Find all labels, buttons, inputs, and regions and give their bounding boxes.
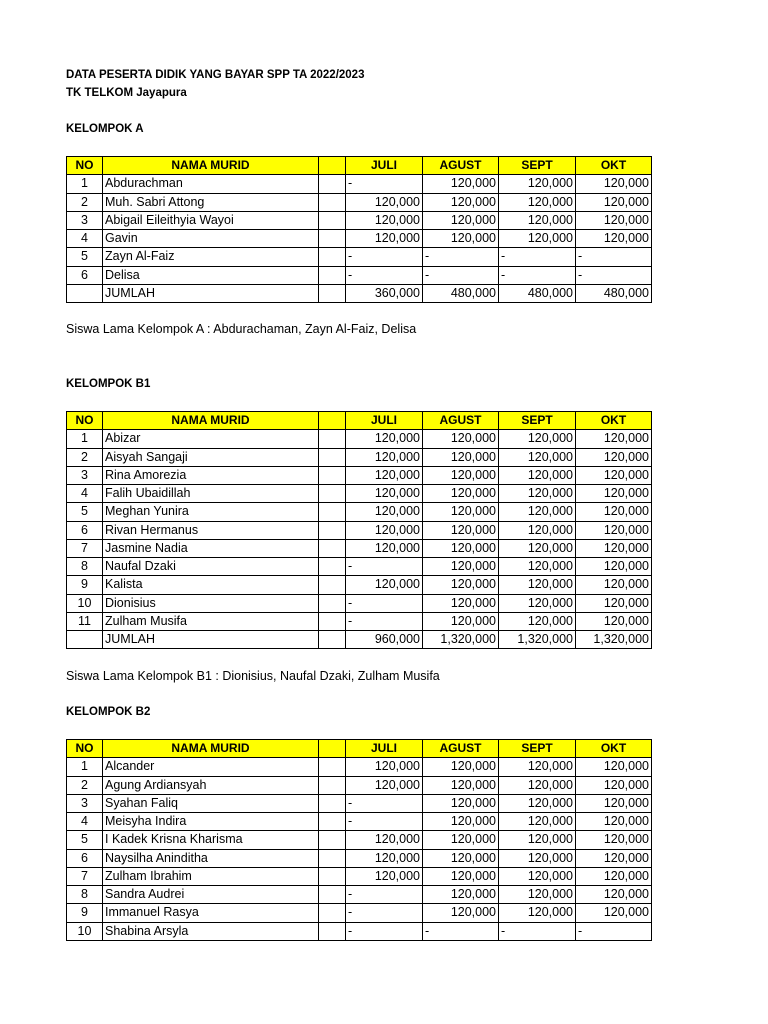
cell-blank bbox=[319, 594, 346, 612]
cell-agust: 120,000 bbox=[423, 794, 499, 812]
cell-okt: 120,000 bbox=[576, 230, 652, 248]
table-row bbox=[67, 503, 652, 521]
table-row bbox=[67, 266, 652, 284]
cell-agust: 120,000 bbox=[423, 466, 499, 484]
cell-juli: 120,000 bbox=[346, 867, 423, 885]
cell-sept: 120,000 bbox=[499, 813, 576, 831]
cell-sept: 120,000 bbox=[499, 576, 576, 594]
table-row bbox=[67, 539, 652, 557]
total-okt: 1,320,000 bbox=[576, 631, 652, 649]
cell-sept: 120,000 bbox=[499, 612, 576, 630]
cell-okt: 120,000 bbox=[576, 904, 652, 922]
cell-okt: - bbox=[576, 922, 652, 940]
cell-no: 1 bbox=[67, 175, 103, 193]
cell-okt: 120,000 bbox=[576, 466, 652, 484]
cell-sept: 120,000 bbox=[499, 886, 576, 904]
cell-name: Falih Ubaidillah bbox=[103, 485, 319, 503]
cell-no: 2 bbox=[67, 448, 103, 466]
cell-blank bbox=[319, 521, 346, 539]
payment-table-b1 bbox=[66, 411, 652, 649]
cell-agust: 120,000 bbox=[423, 193, 499, 211]
header-agust: AGUST bbox=[423, 412, 499, 430]
header-no: NO bbox=[67, 412, 103, 430]
cell-blank bbox=[319, 849, 346, 867]
cell-no: 8 bbox=[67, 886, 103, 904]
cell-blank bbox=[319, 248, 346, 266]
cell-agust: 120,000 bbox=[423, 558, 499, 576]
cell-blank bbox=[319, 430, 346, 448]
cell-agust: 120,000 bbox=[423, 430, 499, 448]
cell-name: Alcander bbox=[103, 758, 319, 776]
cell-no: 7 bbox=[67, 539, 103, 557]
cell-juli: - bbox=[346, 594, 423, 612]
cell-okt: 120,000 bbox=[576, 448, 652, 466]
cell-agust: - bbox=[423, 922, 499, 940]
header-name: NAMA MURID bbox=[103, 740, 319, 758]
cell-no: 1 bbox=[67, 430, 103, 448]
cell-agust: - bbox=[423, 248, 499, 266]
cell-sept: - bbox=[499, 922, 576, 940]
table-row bbox=[67, 193, 652, 211]
cell-juli: 120,000 bbox=[346, 576, 423, 594]
cell-agust: 120,000 bbox=[423, 867, 499, 885]
cell-sept: 120,000 bbox=[499, 539, 576, 557]
header-juli: JULI bbox=[346, 412, 423, 430]
cell-sept: 120,000 bbox=[499, 503, 576, 521]
table-row bbox=[67, 849, 652, 867]
header-name: NAMA MURID bbox=[103, 412, 319, 430]
cell-juli: 120,000 bbox=[346, 503, 423, 521]
cell-blank bbox=[319, 794, 346, 812]
header-name: NAMA MURID bbox=[103, 157, 319, 175]
school-name: TK TELKOM Jayapura bbox=[66, 87, 187, 99]
total-okt: 480,000 bbox=[576, 284, 652, 302]
cell-blank bbox=[319, 539, 346, 557]
cell-no: 9 bbox=[67, 576, 103, 594]
table-row bbox=[67, 558, 652, 576]
cell-blank bbox=[319, 758, 346, 776]
total-label: JUMLAH bbox=[103, 284, 319, 302]
cell-agust: 120,000 bbox=[423, 539, 499, 557]
cell-sept: 120,000 bbox=[499, 758, 576, 776]
header-agust: AGUST bbox=[423, 740, 499, 758]
table-row bbox=[67, 867, 652, 885]
header-row bbox=[67, 412, 652, 430]
total-juli: 960,000 bbox=[346, 631, 423, 649]
cell-no: 5 bbox=[67, 503, 103, 521]
cell-okt: 120,000 bbox=[576, 576, 652, 594]
cell-juli: 120,000 bbox=[346, 521, 423, 539]
cell-juli: 120,000 bbox=[346, 230, 423, 248]
header-juli: JULI bbox=[346, 157, 423, 175]
cell-blank bbox=[319, 266, 346, 284]
cell-sept: 120,000 bbox=[499, 558, 576, 576]
cell-juli: 120,000 bbox=[346, 831, 423, 849]
cell-sept: 120,000 bbox=[499, 485, 576, 503]
cell-okt: - bbox=[576, 248, 652, 266]
cell-sept: 120,000 bbox=[499, 211, 576, 229]
cell-no: 6 bbox=[67, 521, 103, 539]
cell-no bbox=[67, 631, 103, 649]
cell-okt: 120,000 bbox=[576, 485, 652, 503]
cell-agust: 120,000 bbox=[423, 758, 499, 776]
cell-blank bbox=[319, 631, 346, 649]
cell-okt: 120,000 bbox=[576, 612, 652, 630]
cell-no: 6 bbox=[67, 849, 103, 867]
table-row bbox=[67, 430, 652, 448]
cell-juli: 120,000 bbox=[346, 193, 423, 211]
group-heading-a: KELOMPOK A bbox=[66, 123, 144, 135]
cell-name: Abizar bbox=[103, 430, 319, 448]
header-sept: SEPT bbox=[499, 157, 576, 175]
table-row bbox=[67, 776, 652, 794]
table-row bbox=[67, 248, 652, 266]
total-row bbox=[67, 631, 652, 649]
group-heading-b2: KELOMPOK B2 bbox=[66, 706, 151, 718]
cell-sept: 120,000 bbox=[499, 594, 576, 612]
cell-blank bbox=[319, 211, 346, 229]
cell-name: I Kadek Krisna Kharisma bbox=[103, 831, 319, 849]
cell-blank bbox=[319, 503, 346, 521]
total-sept: 1,320,000 bbox=[499, 631, 576, 649]
cell-no: 10 bbox=[67, 922, 103, 940]
table-row bbox=[67, 576, 652, 594]
cell-juli: 120,000 bbox=[346, 758, 423, 776]
cell-name: Naysilha Aninditha bbox=[103, 849, 319, 867]
header-juli: JULI bbox=[346, 740, 423, 758]
cell-agust: 120,000 bbox=[423, 175, 499, 193]
header-agust: AGUST bbox=[423, 157, 499, 175]
table-row bbox=[67, 211, 652, 229]
payment-table-a bbox=[66, 156, 652, 303]
cell-okt: 120,000 bbox=[576, 594, 652, 612]
cell-blank bbox=[319, 776, 346, 794]
header-no: NO bbox=[67, 157, 103, 175]
table-row bbox=[67, 594, 652, 612]
table-row bbox=[67, 904, 652, 922]
header-sept: SEPT bbox=[499, 412, 576, 430]
cell-okt: 120,000 bbox=[576, 539, 652, 557]
header-no: NO bbox=[67, 740, 103, 758]
cell-juli: - bbox=[346, 266, 423, 284]
cell-okt: 120,000 bbox=[576, 758, 652, 776]
cell-no: 2 bbox=[67, 776, 103, 794]
cell-juli: - bbox=[346, 248, 423, 266]
cell-sept: 120,000 bbox=[499, 466, 576, 484]
cell-okt: 120,000 bbox=[576, 521, 652, 539]
cell-no: 3 bbox=[67, 211, 103, 229]
cell-okt: 120,000 bbox=[576, 503, 652, 521]
cell-name: Rivan Hermanus bbox=[103, 521, 319, 539]
cell-juli: - bbox=[346, 922, 423, 940]
returning-students-note-b1: Siswa Lama Kelompok B1 : Dionisius, Naufal Dzaki, Zulham Musifa bbox=[66, 669, 440, 683]
cell-name: Dionisius bbox=[103, 594, 319, 612]
cell-name: Meisyha Indira bbox=[103, 813, 319, 831]
cell-okt: 120,000 bbox=[576, 211, 652, 229]
cell-sept: - bbox=[499, 248, 576, 266]
cell-agust: - bbox=[423, 266, 499, 284]
header-blank bbox=[319, 157, 346, 175]
header-okt: OKT bbox=[576, 740, 652, 758]
cell-name: Zulham Ibrahim bbox=[103, 867, 319, 885]
table-row bbox=[67, 521, 652, 539]
table-row bbox=[67, 813, 652, 831]
cell-agust: 120,000 bbox=[423, 904, 499, 922]
cell-name: Sandra Audrei bbox=[103, 886, 319, 904]
cell-blank bbox=[319, 230, 346, 248]
cell-agust: 120,000 bbox=[423, 485, 499, 503]
table-row bbox=[67, 831, 652, 849]
cell-blank bbox=[319, 175, 346, 193]
table-row bbox=[67, 922, 652, 940]
cell-okt: 120,000 bbox=[576, 813, 652, 831]
cell-agust: 120,000 bbox=[423, 886, 499, 904]
cell-sept: 120,000 bbox=[499, 867, 576, 885]
cell-juli: 120,000 bbox=[346, 776, 423, 794]
table-row bbox=[67, 466, 652, 484]
cell-name: Muh. Sabri Attong bbox=[103, 193, 319, 211]
cell-sept: 120,000 bbox=[499, 849, 576, 867]
cell-sept: 120,000 bbox=[499, 776, 576, 794]
cell-okt: - bbox=[576, 266, 652, 284]
table-row bbox=[67, 230, 652, 248]
total-agust: 480,000 bbox=[423, 284, 499, 302]
cell-okt: 120,000 bbox=[576, 794, 652, 812]
table-row bbox=[67, 886, 652, 904]
cell-agust: 120,000 bbox=[423, 849, 499, 867]
table-row bbox=[67, 794, 652, 812]
cell-juli: - bbox=[346, 558, 423, 576]
cell-name: Syahan Faliq bbox=[103, 794, 319, 812]
cell-blank bbox=[319, 448, 346, 466]
cell-agust: 120,000 bbox=[423, 612, 499, 630]
cell-blank bbox=[319, 904, 346, 922]
header-row bbox=[67, 740, 652, 758]
cell-juli: 120,000 bbox=[346, 849, 423, 867]
header-okt: OKT bbox=[576, 412, 652, 430]
document-title: DATA PESERTA DIDIK YANG BAYAR SPP TA 2022/2023 bbox=[66, 69, 365, 81]
cell-blank bbox=[319, 558, 346, 576]
cell-name: Meghan Yunira bbox=[103, 503, 319, 521]
cell-blank bbox=[319, 922, 346, 940]
total-agust: 1,320,000 bbox=[423, 631, 499, 649]
cell-no: 7 bbox=[67, 867, 103, 885]
cell-name: Jasmine Nadia bbox=[103, 539, 319, 557]
header-okt: OKT bbox=[576, 157, 652, 175]
cell-okt: 120,000 bbox=[576, 430, 652, 448]
cell-juli: - bbox=[346, 794, 423, 812]
cell-no: 3 bbox=[67, 466, 103, 484]
cell-juli: - bbox=[346, 904, 423, 922]
cell-blank bbox=[319, 193, 346, 211]
cell-agust: 120,000 bbox=[423, 503, 499, 521]
cell-juli: - bbox=[346, 175, 423, 193]
cell-blank bbox=[319, 284, 346, 302]
cell-agust: 120,000 bbox=[423, 448, 499, 466]
cell-blank bbox=[319, 886, 346, 904]
cell-blank bbox=[319, 466, 346, 484]
cell-blank bbox=[319, 867, 346, 885]
cell-agust: 120,000 bbox=[423, 813, 499, 831]
cell-name: Gavin bbox=[103, 230, 319, 248]
cell-juli: 120,000 bbox=[346, 539, 423, 557]
cell-blank bbox=[319, 831, 346, 849]
cell-juli: 120,000 bbox=[346, 448, 423, 466]
cell-sept: 120,000 bbox=[499, 193, 576, 211]
cell-sept: 120,000 bbox=[499, 448, 576, 466]
cell-agust: 120,000 bbox=[423, 211, 499, 229]
header-sept: SEPT bbox=[499, 740, 576, 758]
cell-sept: 120,000 bbox=[499, 794, 576, 812]
cell-no: 3 bbox=[67, 794, 103, 812]
cell-okt: 120,000 bbox=[576, 886, 652, 904]
cell-sept: 120,000 bbox=[499, 904, 576, 922]
header-row bbox=[67, 157, 652, 175]
cell-okt: 120,000 bbox=[576, 849, 652, 867]
cell-sept: 120,000 bbox=[499, 521, 576, 539]
cell-okt: 120,000 bbox=[576, 193, 652, 211]
cell-juli: - bbox=[346, 612, 423, 630]
table-row bbox=[67, 448, 652, 466]
total-sept: 480,000 bbox=[499, 284, 576, 302]
cell-agust: 120,000 bbox=[423, 230, 499, 248]
cell-name: Immanuel Rasya bbox=[103, 904, 319, 922]
cell-blank bbox=[319, 485, 346, 503]
cell-name: Delisa bbox=[103, 266, 319, 284]
cell-agust: 120,000 bbox=[423, 594, 499, 612]
table-row bbox=[67, 612, 652, 630]
cell-name: Shabina Arsyla bbox=[103, 922, 319, 940]
cell-name: Abdurachman bbox=[103, 175, 319, 193]
cell-no: 4 bbox=[67, 485, 103, 503]
cell-okt: 120,000 bbox=[576, 558, 652, 576]
cell-name: Rina Amorezia bbox=[103, 466, 319, 484]
cell-juli: 120,000 bbox=[346, 485, 423, 503]
returning-students-note-a: Siswa Lama Kelompok A : Abdurachaman, Zayn Al-Faiz, Delisa bbox=[66, 322, 417, 336]
cell-okt: 120,000 bbox=[576, 867, 652, 885]
cell-no: 8 bbox=[67, 558, 103, 576]
cell-okt: 120,000 bbox=[576, 776, 652, 794]
cell-name: Zulham Musifa bbox=[103, 612, 319, 630]
cell-juli: - bbox=[346, 813, 423, 831]
cell-name: Agung Ardiansyah bbox=[103, 776, 319, 794]
header-blank bbox=[319, 740, 346, 758]
table-row bbox=[67, 758, 652, 776]
cell-juli: 120,000 bbox=[346, 211, 423, 229]
total-juli: 360,000 bbox=[346, 284, 423, 302]
cell-blank bbox=[319, 813, 346, 831]
cell-no: 1 bbox=[67, 758, 103, 776]
cell-name: Kalista bbox=[103, 576, 319, 594]
cell-no: 11 bbox=[67, 612, 103, 630]
cell-agust: 120,000 bbox=[423, 831, 499, 849]
cell-okt: 120,000 bbox=[576, 831, 652, 849]
total-row bbox=[67, 284, 652, 302]
cell-agust: 120,000 bbox=[423, 521, 499, 539]
cell-sept: - bbox=[499, 266, 576, 284]
cell-no: 10 bbox=[67, 594, 103, 612]
cell-sept: 120,000 bbox=[499, 230, 576, 248]
cell-name: Aisyah Sangaji bbox=[103, 448, 319, 466]
total-label: JUMLAH bbox=[103, 631, 319, 649]
cell-agust: 120,000 bbox=[423, 776, 499, 794]
cell-sept: 120,000 bbox=[499, 430, 576, 448]
cell-no: 5 bbox=[67, 831, 103, 849]
header-blank bbox=[319, 412, 346, 430]
cell-juli: 120,000 bbox=[346, 466, 423, 484]
group-heading-b1: KELOMPOK B1 bbox=[66, 378, 151, 390]
table-row bbox=[67, 485, 652, 503]
table-row bbox=[67, 175, 652, 193]
cell-name: Naufal Dzaki bbox=[103, 558, 319, 576]
cell-no bbox=[67, 284, 103, 302]
cell-no: 4 bbox=[67, 230, 103, 248]
cell-sept: 120,000 bbox=[499, 831, 576, 849]
payment-table-b2 bbox=[66, 739, 652, 941]
cell-agust: 120,000 bbox=[423, 576, 499, 594]
cell-name: Zayn Al-Faiz bbox=[103, 248, 319, 266]
cell-no: 4 bbox=[67, 813, 103, 831]
cell-juli: 120,000 bbox=[346, 430, 423, 448]
cell-no: 9 bbox=[67, 904, 103, 922]
cell-blank bbox=[319, 612, 346, 630]
cell-juli: - bbox=[346, 886, 423, 904]
cell-okt: 120,000 bbox=[576, 175, 652, 193]
cell-no: 6 bbox=[67, 266, 103, 284]
cell-no: 5 bbox=[67, 248, 103, 266]
cell-name: Abigail Eileithyia Wayoi bbox=[103, 211, 319, 229]
cell-sept: 120,000 bbox=[499, 175, 576, 193]
cell-blank bbox=[319, 576, 346, 594]
cell-no: 2 bbox=[67, 193, 103, 211]
